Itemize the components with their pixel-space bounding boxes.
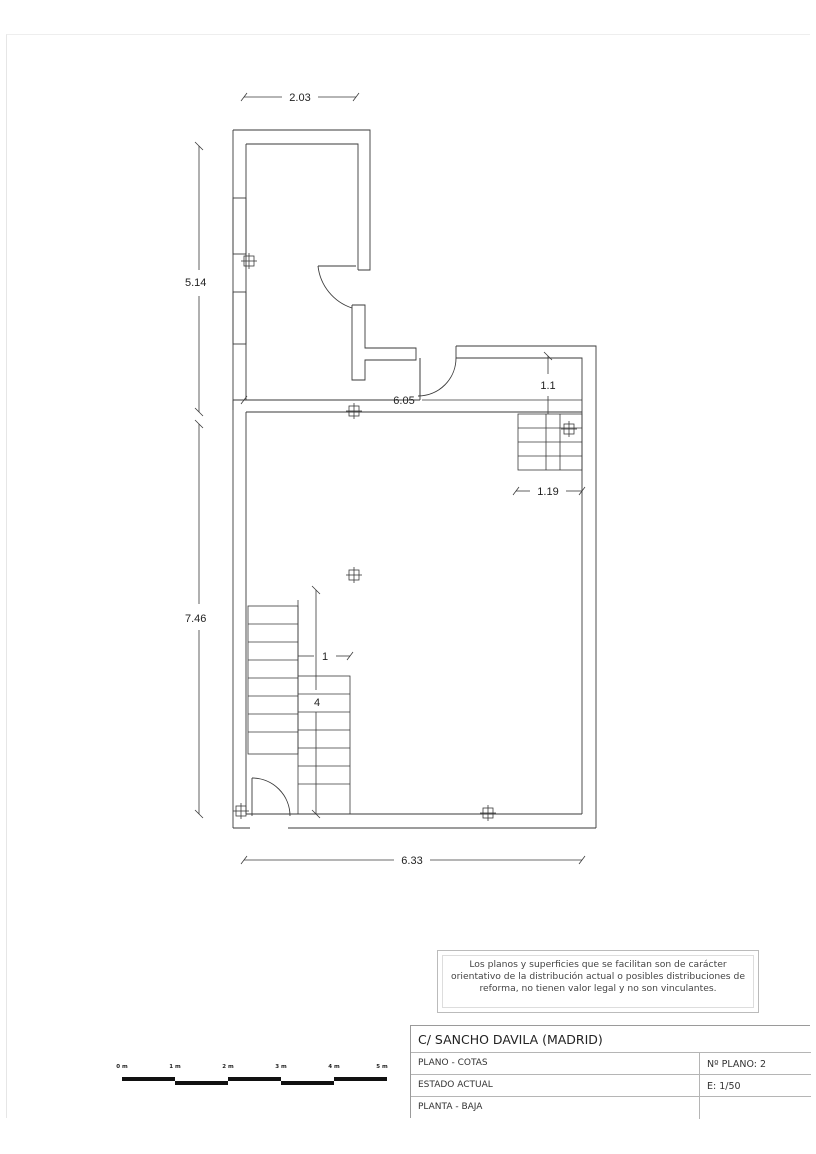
scale-label-4: 4 m [328,1064,340,1070]
dim-inner-height: 4 [313,697,321,709]
plan-floor: PLANTA - BAJA [418,1102,483,1112]
title-block [410,1025,810,1118]
upper-room-inner-wall [246,144,358,270]
door-lower [252,778,290,816]
plan-type: PLANO - COTAS [418,1058,488,1068]
dim-top-width: 2.03 [289,92,311,104]
plan-number: Nº PLANO: 2 [707,1059,767,1070]
dim-mid-width: 6.05 [393,395,415,407]
scale-label-0: 0 m [116,1064,128,1070]
stair-upper [518,414,582,470]
dim-upper-left-height: 5.14 [185,277,207,289]
graphic-scale-bar [116,1064,388,1085]
scale-label-5: 5 m [376,1064,388,1070]
dim-bottom-width: 6.33 [401,855,423,867]
title-block-divider [699,1053,700,1119]
window-upper-2 [233,292,246,344]
disclaimer-box [437,950,759,1013]
door-upper [318,266,352,308]
disclaimer-text: Los planos y superficies que se facilitan son de carácter orientativo de la distribución actual o posibles distribuciones de reforma, no tienen valor legal y no son vinculantes. [451,959,745,994]
title-block-row [411,1097,811,1119]
title-block-address-row [411,1026,811,1053]
dimension-labels [185,92,559,867]
dim-stair-height: 1.1 [540,380,556,392]
dim-lower-left-height: 7.46 [185,613,207,625]
upper-room-outer-wall [233,130,370,270]
window-upper-1 [233,198,246,254]
title-block-row [411,1053,811,1075]
dimension-lines [195,93,585,864]
plan-scale: E: 1/50 [707,1081,741,1092]
corridor-partition [352,305,416,380]
fixture-symbols [233,253,577,821]
scale-label-1: 1 m [169,1064,181,1070]
stair-lower [248,600,350,814]
title-block-row [411,1075,811,1097]
dim-inner-width: 1 [321,651,329,663]
scale-label-2: 2 m [222,1064,234,1070]
plan-state: ESTADO ACTUAL [418,1080,493,1090]
dim-stair-width: 1.19 [537,486,559,498]
scale-label-3: 3 m [275,1064,287,1070]
address-title: C/ SANCHO DAVILA (MADRID) [418,1032,603,1047]
door-middle [418,358,456,396]
